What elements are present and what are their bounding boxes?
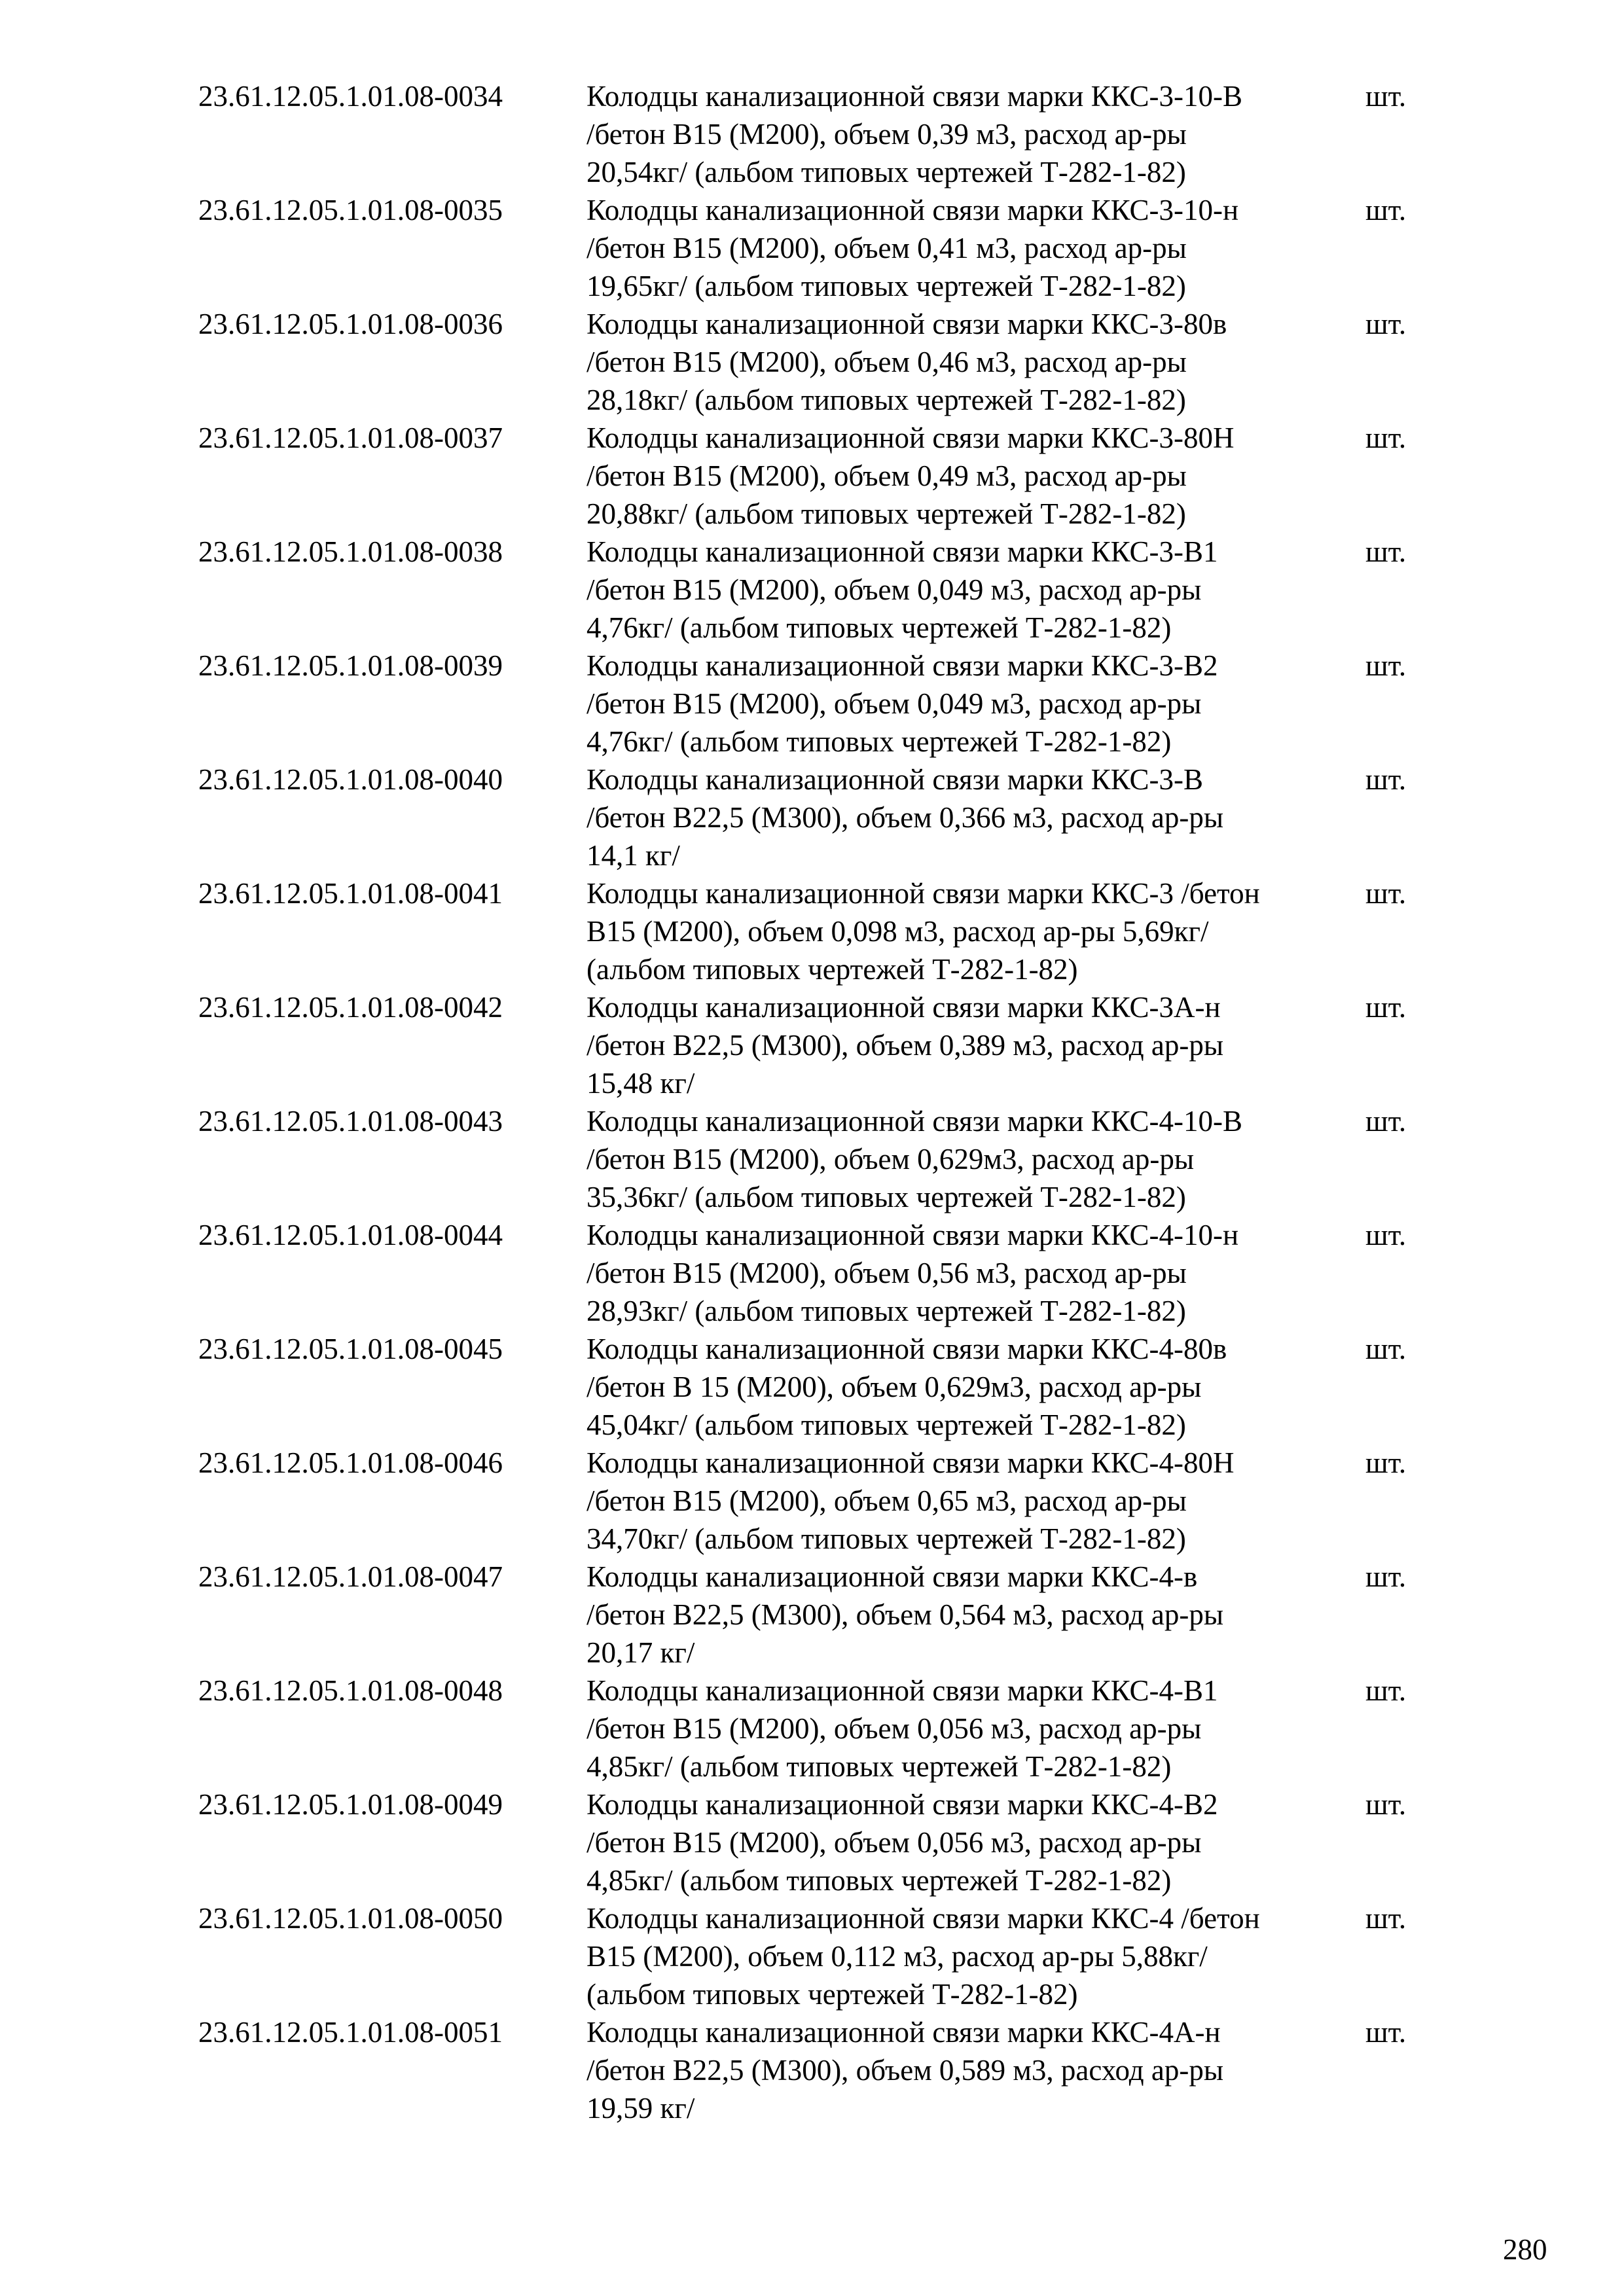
resource-row: [0, 1444, 1624, 1558]
resource-description: [586, 1444, 1362, 1558]
resource-description: [586, 1899, 1362, 2013]
resource-code: 23.61.12.05.1.01.08-0035: [198, 194, 503, 226]
description-line-2: /бетон В22,5 (М300), объем 0,366 м3, расход ар-ры: [586, 801, 1224, 834]
description-line-3: 4,76кг/ (альбом типовых чертежей Т-282-1-82): [586, 611, 1172, 644]
resource-description: [586, 1330, 1362, 1444]
resource-description: [586, 1785, 1362, 1899]
resource-description: [586, 191, 1362, 305]
resource-code: 23.61.12.05.1.01.08-0049: [198, 1788, 503, 1821]
description-line-1: Колодцы канализационной связи марки ККС-4-в: [586, 1560, 1198, 1593]
resource-description: [586, 419, 1362, 533]
description-line-1: Колодцы канализационной связи марки ККС-4-10-н: [586, 1219, 1239, 1251]
resource-row: [0, 988, 1624, 1102]
resource-description: [586, 761, 1362, 874]
resource-description: [586, 874, 1362, 988]
resource-code: 23.61.12.05.1.01.08-0041: [198, 877, 503, 910]
resource-code: 23.61.12.05.1.01.08-0048: [198, 1674, 503, 1707]
resource-unit: шт.: [1365, 1333, 1407, 1365]
description-line-1: Колодцы канализационной связи марки ККС-3А-н: [586, 991, 1221, 1024]
description-line-1: Колодцы канализационной связи марки ККС-3-В2: [586, 649, 1218, 682]
resource-row: [0, 419, 1624, 533]
description-line-1: Колодцы канализационной связи марки ККС-3-80Н: [586, 422, 1235, 454]
description-line-1: Колодцы канализационной связи марки ККС-3-10-В: [586, 80, 1243, 113]
description-line-3: (альбом типовых чертежей Т-282-1-82): [586, 1978, 1078, 2011]
resource-row: [0, 647, 1624, 761]
description-line-2: /бетон В22,5 (М300), объем 0,564 м3, расход ар-ры: [586, 1598, 1224, 1631]
description-line-1: Колодцы канализационной связи марки ККС-4-80Н: [586, 1446, 1235, 1479]
resource-row: [0, 1785, 1624, 1899]
resource-row: [0, 1330, 1624, 1444]
description-line-2: В15 (М200), объем 0,112 м3, расход ар-ры 5,88кг/: [586, 1940, 1208, 1973]
description-line-3: 20,88кг/ (альбом типовых чертежей Т-282-1-82): [586, 497, 1186, 530]
resource-code: 23.61.12.05.1.01.08-0043: [198, 1105, 503, 1138]
resource-row: [0, 305, 1624, 419]
description-line-1: Колодцы канализационной связи марки ККС-4-В1: [586, 1674, 1218, 1707]
description-line-2: /бетон В15 (М200), объем 0,41 м3, расход ар-ры: [586, 232, 1187, 264]
resource-row: [0, 1216, 1624, 1330]
description-line-2: /бетон В15 (М200), объем 0,39 м3, расход ар-ры: [586, 118, 1187, 151]
description-line-1: Колодцы канализационной связи марки ККС-4-80в: [586, 1333, 1227, 1365]
resource-description: [586, 77, 1362, 191]
resource-row: [0, 1558, 1624, 1672]
description-line-2: В15 (М200), объем 0,098 м3, расход ар-ры 5,69кг/: [586, 915, 1209, 948]
resource-code: 23.61.12.05.1.01.08-0036: [198, 308, 503, 340]
description-line-2: /бетон В 15 (М200), объем 0,629м3, расход ар-ры: [586, 1371, 1202, 1403]
resource-description: [586, 988, 1362, 1102]
description-line-3: 14,1 кг/: [586, 839, 680, 872]
resource-row: [0, 1102, 1624, 1216]
resource-row: [0, 77, 1624, 191]
description-line-3: 20,54кг/ (альбом типовых чертежей Т-282-1-82): [586, 156, 1186, 188]
description-line-1: Колодцы канализационной связи марки ККС-3 /бетон: [586, 877, 1260, 910]
resource-code: 23.61.12.05.1.01.08-0040: [198, 763, 503, 796]
resource-row: [0, 1672, 1624, 1785]
description-line-3: 19,65кг/ (альбом типовых чертежей Т-282-1-82): [586, 270, 1186, 302]
page-number: 280: [1503, 2233, 1547, 2266]
resource-description: [586, 1558, 1362, 1672]
resource-unit: шт.: [1365, 2016, 1407, 2049]
resource-description: [586, 647, 1362, 761]
resource-code: 23.61.12.05.1.01.08-0051: [198, 2016, 503, 2049]
description-line-2: /бетон В15 (М200), объем 0,56 м3, расход ар-ры: [586, 1257, 1187, 1289]
resource-code: 23.61.12.05.1.01.08-0046: [198, 1446, 503, 1479]
description-line-1: Колодцы канализационной связи марки ККС-4А-н: [586, 2016, 1221, 2049]
description-line-3: (альбом типовых чертежей Т-282-1-82): [586, 953, 1078, 986]
resource-code: 23.61.12.05.1.01.08-0037: [198, 422, 503, 454]
description-line-3: 35,36кг/ (альбом типовых чертежей Т-282-1-82): [586, 1181, 1186, 1213]
resource-row: [0, 191, 1624, 305]
description-line-2: /бетон В15 (М200), объем 0,049 м3, расход ар-ры: [586, 573, 1202, 606]
resource-unit: шт.: [1365, 1219, 1407, 1251]
resource-unit: шт.: [1365, 194, 1407, 226]
description-line-1: Колодцы канализационной связи марки ККС-3-10-н: [586, 194, 1239, 226]
description-line-2: /бетон В15 (М200), объем 0,056 м3, расход ар-ры: [586, 1712, 1202, 1745]
resource-unit: шт.: [1365, 649, 1407, 682]
description-line-3: 4,85кг/ (альбом типовых чертежей Т-282-1-82): [586, 1750, 1172, 1783]
description-line-1: Колодцы канализационной связи марки ККС-4 /бетон: [586, 1902, 1260, 1935]
description-line-3: 20,17 кг/: [586, 1636, 695, 1669]
resource-code: 23.61.12.05.1.01.08-0045: [198, 1333, 503, 1365]
description-line-3: 4,76кг/ (альбом типовых чертежей Т-282-1-82): [586, 725, 1172, 758]
resource-unit: шт.: [1365, 1788, 1407, 1821]
resource-code: 23.61.12.05.1.01.08-0047: [198, 1560, 503, 1593]
resource-list: [0, 77, 1624, 2127]
resource-unit: шт.: [1365, 1560, 1407, 1593]
description-line-3: 4,85кг/ (альбом типовых чертежей Т-282-1-82): [586, 1864, 1172, 1897]
description-line-1: Колодцы канализационной связи марки ККС-3-В1: [586, 535, 1218, 568]
resource-unit: шт.: [1365, 763, 1407, 796]
description-line-3: 28,93кг/ (альбом типовых чертежей Т-282-1-82): [586, 1295, 1186, 1327]
resource-code: 23.61.12.05.1.01.08-0039: [198, 649, 503, 682]
resource-description: [586, 1102, 1362, 1216]
resource-code: 23.61.12.05.1.01.08-0042: [198, 991, 503, 1024]
resource-unit: шт.: [1365, 1674, 1407, 1707]
resource-row: [0, 761, 1624, 874]
description-line-3: 34,70кг/ (альбом типовых чертежей Т-282-1-82): [586, 1522, 1186, 1555]
description-line-2: /бетон В15 (М200), объем 0,629м3, расход ар-ры: [586, 1143, 1195, 1175]
resource-row: [0, 2013, 1624, 2127]
description-line-2: /бетон В15 (М200), объем 0,65 м3, расход ар-ры: [586, 1484, 1187, 1517]
resource-unit: шт.: [1365, 422, 1407, 454]
resource-description: [586, 1216, 1362, 1330]
description-line-1: Колодцы канализационной связи марки ККС-4-10-В: [586, 1105, 1243, 1138]
resource-unit: шт.: [1365, 308, 1407, 340]
resource-row: [0, 533, 1624, 647]
resource-description: [586, 2013, 1362, 2127]
description-line-1: Колодцы канализационной связи марки ККС-4-В2: [586, 1788, 1218, 1821]
resource-unit: шт.: [1365, 1446, 1407, 1479]
resource-code: 23.61.12.05.1.01.08-0050: [198, 1902, 503, 1935]
resource-code: 23.61.12.05.1.01.08-0044: [198, 1219, 503, 1251]
description-line-2: /бетон В15 (М200), объем 0,049 м3, расход ар-ры: [586, 687, 1202, 720]
description-line-3: 28,18кг/ (альбом типовых чертежей Т-282-1-82): [586, 384, 1186, 416]
description-line-2: /бетон В22,5 (М300), объем 0,589 м3, расход ар-ры: [586, 2054, 1224, 2087]
description-line-3: 19,59 кг/: [586, 2092, 695, 2125]
resource-unit: шт.: [1365, 991, 1407, 1024]
resource-unit: шт.: [1365, 1105, 1407, 1138]
resource-unit: шт.: [1365, 1902, 1407, 1935]
description-line-3: 45,04кг/ (альбом типовых чертежей Т-282-1-82): [586, 1408, 1186, 1441]
resource-unit: шт.: [1365, 80, 1407, 113]
description-line-2: /бетон В15 (М200), объем 0,056 м3, расход ар-ры: [586, 1826, 1202, 1859]
resource-unit: шт.: [1365, 535, 1407, 568]
resource-unit: шт.: [1365, 877, 1407, 910]
resource-description: [586, 1672, 1362, 1785]
resource-description: [586, 533, 1362, 647]
resource-row: [0, 1899, 1624, 2013]
resource-row: [0, 874, 1624, 988]
description-line-2: /бетон В15 (М200), объем 0,49 м3, расход ар-ры: [586, 459, 1187, 492]
resource-code: 23.61.12.05.1.01.08-0038: [198, 535, 503, 568]
description-line-2: /бетон В22,5 (М300), объем 0,389 м3, расход ар-ры: [586, 1029, 1224, 1062]
resource-code: 23.61.12.05.1.01.08-0034: [198, 80, 503, 113]
description-line-1: Колодцы канализационной связи марки ККС-3-В: [586, 763, 1204, 796]
description-line-2: /бетон В15 (М200), объем 0,46 м3, расход ар-ры: [586, 346, 1187, 378]
description-line-1: Колодцы канализационной связи марки ККС-3-80в: [586, 308, 1227, 340]
resource-description: [586, 305, 1362, 419]
description-line-3: 15,48 кг/: [586, 1067, 695, 1100]
